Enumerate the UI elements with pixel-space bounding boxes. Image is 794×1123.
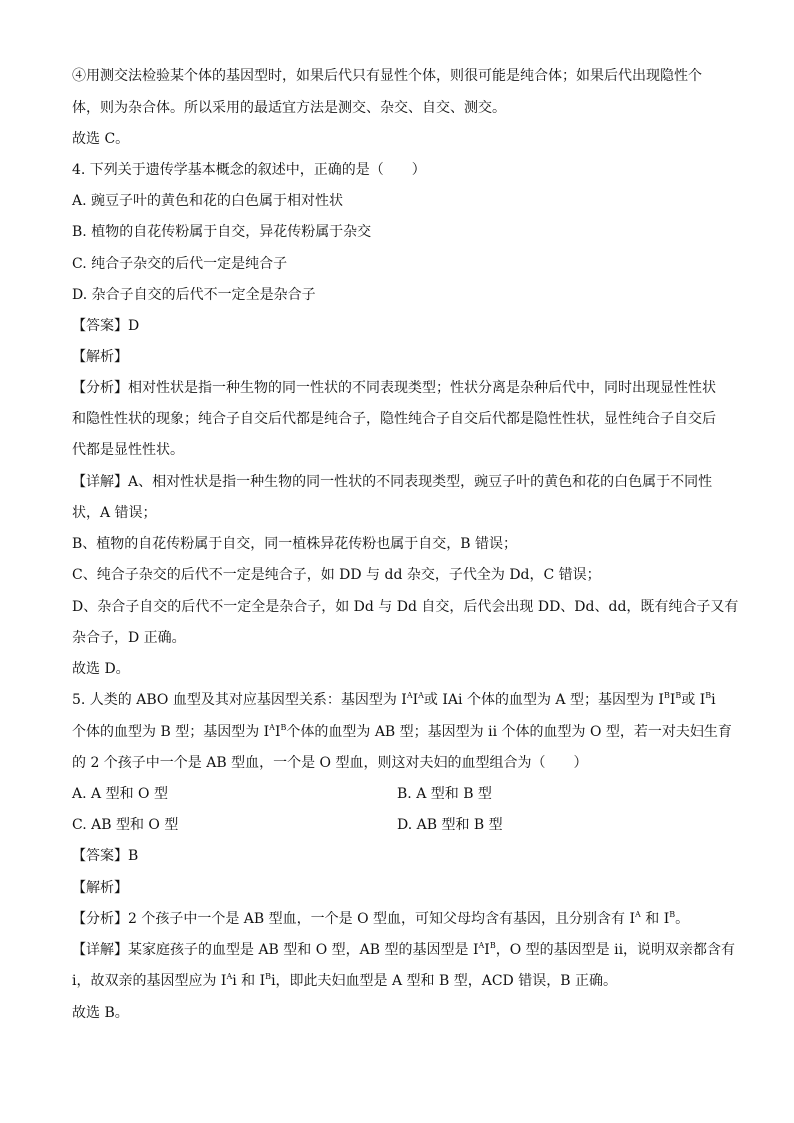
q5-stem-line-3: 的 2 个孩子中一个是 AB 型血，一个是 O 型血，则这对夫妇的血型组合为（ ） — [72, 755, 588, 771]
intro-line-1: ④用测交法检验某个体的基因型时，如果后代只有显性个体，则很可能是纯合体；如果后代出现隐性个 — [72, 68, 702, 84]
q4-detail-line-5: D、杂合子自交的后代不一定全是杂合子，如 Dd 与 Dd 自交，后代会出现 DD、Dd、dd，既有纯合子又有 — [72, 599, 739, 615]
q4-option-a: A. 豌豆子叶的黄色和花的白色属于相对性状 — [72, 193, 344, 209]
q5-option-b: B. A 型和 B 型 — [397, 786, 492, 802]
q5-stem-line-1: 5. 人类的 ABO 血型及其对应基因型关系：基因型为 $I^AI^A$或 IAi 个体的血型为 A 型；基因型为 $I^BI^B$或 $I^Bi$ — [72, 691, 716, 708]
q4-conclusion: 故选 D。 — [72, 661, 130, 677]
intro-conclusion: 故选 C。 — [72, 131, 130, 147]
q5-detail-line-2: i，故双亲的基因型应为 $I^Ai$ 和 $I^Bi$，即此夫妇血型是 A 型和 B 型，ACD 错误，B 正确。 — [72, 972, 617, 989]
q4-option-c: C. 纯合子杂交的后代一定是纯合子 — [72, 256, 288, 272]
q5-stem-line-2: 个体的血型为 B 型；基因型为 $I^AI^B$个体的血型为 AB 型；基因型为 ii 个体的血型为 O 型，若一对夫妇生育 — [72, 723, 732, 740]
q4-stem: 4. 下列关于遗传学基本概念的叙述中，正确的是（ ） — [72, 162, 426, 178]
q4-detail-line-1: 【详解】A、相对性状是指一种生物的同一性状的不同表现类型，豌豆子叶的黄色和花的白色属于不同性 — [72, 474, 713, 490]
q4-option-b: B. 植物的自花传粉属于自交，异花传粉属于杂交 — [72, 224, 372, 240]
intro-line-2: 体，则为杂合体。所以采用的最适宜方法是测交、杂交、自交、测交。 — [72, 100, 506, 116]
q4-option-d: D. 杂合子自交的后代不一定全是杂合子 — [72, 287, 316, 303]
q5-answer: 【答案】B — [72, 848, 139, 864]
q4-detail-line-2: 状，A 错误； — [72, 505, 157, 521]
q4-answer: 【答案】D — [72, 318, 140, 334]
q5-option-c: C. AB 型和 O 型 — [72, 817, 179, 833]
q5-conclusion: 故选 B。 — [72, 1005, 129, 1021]
q4-detail-line-3: B、植物的自花传粉属于自交，同一植株异花传粉也属于自交，B 错误； — [72, 536, 518, 552]
q4-analysis-line-3: 代都是显性性状。 — [72, 442, 184, 458]
q5-analysis-heading: 【解析】 — [72, 880, 128, 896]
q4-analysis-heading: 【解析】 — [72, 349, 128, 365]
q5-analysis-line: 【分析】2 个孩子中一个是 AB 型血，一个是 O 型血，可知父母均含有基因，且分别含有 $I^A$ 和 $I^B$。 — [72, 910, 690, 927]
q5-detail-line-1: 【详解】某家庭孩子的血型是 AB 型和 O 型，AB 型的基因型是 $I^AI^B$，O 型的基因型是 ii，说明双亲都含有 — [72, 941, 736, 958]
q5-option-d: D. AB 型和 B 型 — [397, 817, 503, 833]
q4-detail-line-6: 杂合子，D 正确。 — [72, 630, 186, 646]
q4-analysis-line-1: 【分析】相对性状是指一种生物的同一性状的不同表现类型；性状分离是杂种后代中，同时出现显性性状 — [72, 380, 716, 396]
q5-option-a: A. A 型和 O 型 — [72, 786, 168, 802]
q4-analysis-line-2: 和隐性性状的现象；纯合子自交后代都是纯合子，隐性纯合子自交后代都是隐性性状，显性纯合子自交后 — [72, 411, 716, 427]
q4-detail-line-4: C、纯合子杂交的后代不一定是纯合子，如 DD 与 dd 杂交，子代全为 Dd，C 错误； — [72, 567, 601, 583]
